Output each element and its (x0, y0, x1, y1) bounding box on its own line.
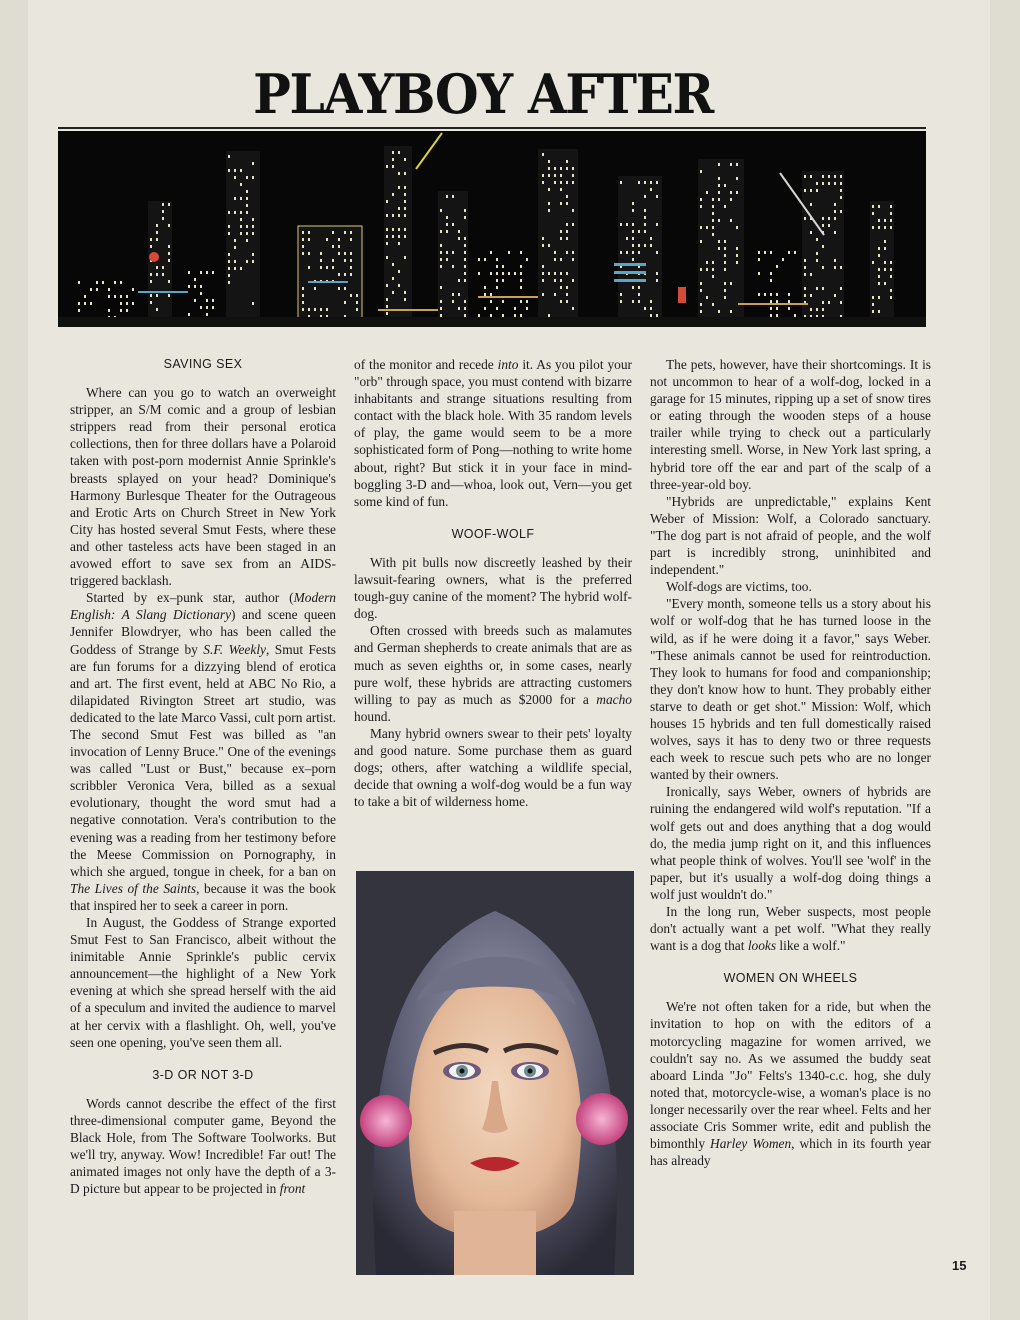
heading-woof-wolf: WOOF-WOLF (451, 526, 535, 541)
paragraph: "Hybrids are unpredictable," explains Kent Weber of Mission: Wolf, a Colorado sanctuary. "The dog part is not afraid of people, and the wolf part is incredibly strong, uninhibited and independent." (650, 493, 931, 578)
emphasis: front (279, 1181, 306, 1197)
paragraph: Where can you go to watch an overweight stripper, an S/M comic and a group of lesbian strippers read from their personal erotica collections, then for three dollars have a Polaroid taken with post-porn modernist Annie Sprinkle's breasts splayed on your head? Dominique's Harmony Burlesque Theater for the Outrageous and Erotic Arts on Church Street in New York City has hosted several Smut Fests, where these and other tasteless acts have been staged in an avowed effort to save sex from an AIDS-triggered backlash. (70, 385, 336, 589)
page-number: 15 (952, 1258, 967, 1273)
paragraph: Often crossed with breeds such as malamutes and German shepherds to create animals that are as much as seven eighths or, in some cases, nearly pure wolf, these hybrids are attracting customers willing to pay as much as $2000 for a macho hound. (354, 623, 632, 724)
paragraph: With pit bulls now discreetly leashed by their lawsuit-fearing owners, what is the preferred tough-guy canine of the moment? The hybrid wolf-dog. (354, 554, 632, 622)
page-title: PLAYBOY AFTER (253, 62, 713, 126)
emphasis: into (497, 357, 519, 372)
paragraph: of the monitor and recede into it. As you pilot your "orb" through space, you must contend with bizarre inhabitants and strange situations resulting from contact with the black hole. With 35 random levels of play, the game would seem to be a more sophisticated form of Pong—nothing to write home about, right? But stick it in your face in mind-boggling 3-D and—whoa, look out, Vern—you get some kind of fun. (354, 357, 632, 509)
column-3 (650, 356, 931, 1169)
paragraph: In August, the Goddess of Strange exported Smut Fest to San Francisco, albeit without the inimitable Annie Sprinkle's public cervix announcement—the highlight of a New York evening at which she spread herself with the aid of a speculum and invited the audience to marvel at her cervix with a flashlight. Oh, well, you've seen one opening, you've seen them all. (70, 915, 336, 1050)
publication-title: S.F. Weekly (203, 641, 266, 657)
column-1 (70, 356, 336, 1197)
paragraph: Wolf-dogs are victims, too. (666, 579, 812, 595)
paragraph: Many hybrid owners swear to their pets' loyalty and good nature. Some purchase them as guard dogs; others, after watching a wildlife special, decide that owning a wolf-dog would be a fun way to take a bit of wilderness home. (354, 725, 632, 810)
emphasis: looks (747, 938, 777, 954)
magazine-title: Harley Women (710, 1136, 792, 1152)
emphasis: macho (596, 691, 632, 707)
title-rule (58, 127, 926, 129)
paragraph: Words cannot describe the effect of the first three-dimensional computer game, Beyond the Black Hole, from The Software Toolworks. But we'll try, anyway. Wow! Incredible! Far out! The animated images not only have the depth of a 3-D picture but appear to be projected in front (70, 1095, 336, 1197)
column-2 (354, 356, 632, 810)
book-title: The Lives of the Saints (70, 880, 197, 896)
paragraph: In the long run, Weber suspects, most people don't actually want a pet wolf. "What they really want is a dog that looks like a wolf." (650, 904, 931, 954)
heading-women-on-wheels: WOMEN ON WHEELS (723, 971, 858, 986)
paragraph: The pets, however, have their shortcomings. It is not uncommon to hear of a wolf-dog, locked in a garage for 15 minutes, ripping up a set of snow tires or eating through the wooden steps of a house trailer while trying to check out a particularly interesting smell. Worse, in New York last spring, a hybrid tore off the ear and part of the scalp of a three-year-old boy. (650, 357, 931, 492)
paragraph: We're not often taken for a ride, but when the invitation to hop on with the editors of a motorcycling magazine for women arrived, we couldn't say no. As we assumed the buddy seat aboard Linda "Jo" Felts's 1340-c.c. hog, she duly noted that, motorcycle-wise, a woman's place is no longer necessarily over the rear wheel. Felts and her associate Cris Sommer write, edit and publish the bimonthly Harley Women, which in its fourth year has already (650, 999, 931, 1169)
paragraph: "Every month, someone tells us a story about his wolf or wolf-dog that he has turned loose in the wild, as if he were doing it a favor," says Weber. "These animals cannot be used for reintroduction. They look to humans for food and companionship; they don't know how to hunt. They probably either starve to death or get shot." Mission: Wolf, which houses 15 hybrids and ten full domestically raised wolves, says it has to deny two or three requests each week to rescue such pets who are no longer wanted by their owners. (650, 596, 931, 783)
heading-saving-sex: SAVING SEX (163, 357, 243, 371)
book-title: Modern English: A Slang Dictionary (70, 590, 336, 623)
paragraph: Ironically, says Weber, owners of hybrids are ruining the endangered wild wolf's reputation. "If a wolf gets out and does anything that a dog would do, the media jump right on it, and this influences what people think of wolves. You'll see 'wolf' in the paper, but it's usually a wolf-dog doing things a wolf just wouldn't do." (650, 784, 931, 902)
portrait-illustration (356, 871, 634, 1275)
skyline-illustration (58, 131, 926, 327)
paragraph: Started by ex–punk star, author (Modern English: A Slang Dictionary) and scene queen Jennifer Blowdryer, who has been called the Goddess of Strange by S.F. Weekly, Smut Fests are fun forums for a dizzying blend of erotica and art. The first event, held at ABC No Rio, a dilapidated Rivington Street art studio, was dedicated to the late Marco Vassi, cult porn artist. The second Smut Fest was billed as "an invocation of Lenny Bruce." One of the evenings was called "Lust or Bust," because ex–porn scribbler Veronica Vera, billed as a sexual evolutionary, thought the word smut had a negative connotation. Vera's contribution to the evening was a reading from her testimony before the Meese Commission on Pornography, in which she argued, tongue in cheek, for a ban on The Lives of the Saints, because it was the book that inspired her to seek a career in porn. (70, 590, 337, 913)
heading-3d: 3-D OR NOT 3-D (152, 1067, 254, 1082)
